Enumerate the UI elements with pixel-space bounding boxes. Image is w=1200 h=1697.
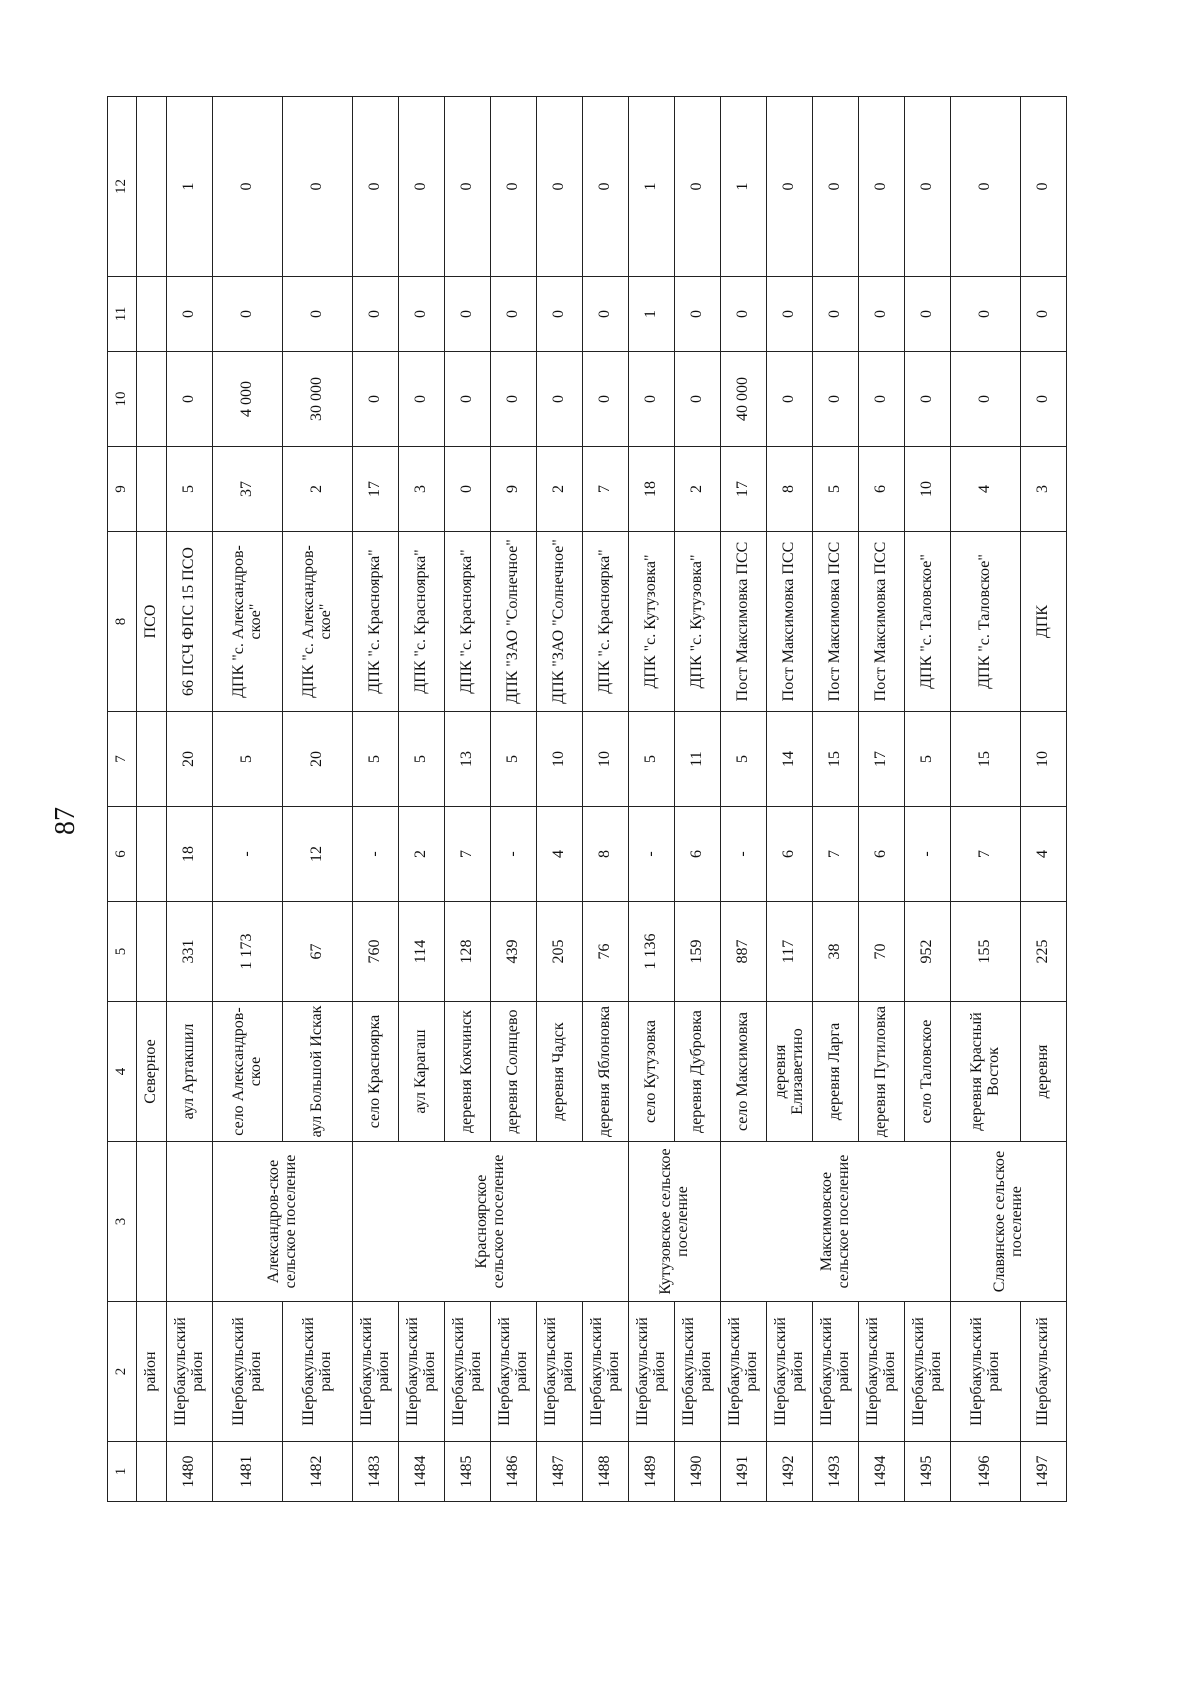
cell-extra: 0 bbox=[859, 97, 905, 277]
cell-settlement: аул Артакшил bbox=[167, 1002, 213, 1142]
column-header-8: 8 bbox=[108, 532, 137, 712]
cell-fire-unit: Пост Максимовка ПСС bbox=[721, 532, 767, 712]
cell-arrival-time: 5 bbox=[905, 712, 951, 807]
cell-staff: 3 bbox=[399, 447, 445, 532]
column-header-2: 2 bbox=[108, 1302, 137, 1442]
cell-arrival-time: 15 bbox=[813, 712, 859, 807]
cell-distance: - bbox=[213, 807, 283, 902]
cell-equipment: 0 bbox=[675, 277, 721, 352]
cell-fire-unit: ДПК "ЗАО "Солнечное" bbox=[491, 532, 537, 712]
cell-district: Шербакульский район bbox=[283, 1302, 353, 1442]
column-header-3: 3 bbox=[108, 1142, 137, 1302]
table-row bbox=[951, 97, 1021, 1502]
cell-water: 0 bbox=[951, 352, 1021, 447]
cell-settlement: село Максимовка bbox=[721, 1002, 767, 1142]
cell-fire-unit: ПСО bbox=[137, 532, 167, 712]
cell bbox=[137, 902, 167, 1002]
cell-number: 1487 bbox=[537, 1442, 583, 1502]
cell-settlement: деревня bbox=[1021, 1002, 1067, 1142]
table-row bbox=[353, 97, 399, 1502]
cell-extra: 1 bbox=[721, 97, 767, 277]
cell-distance: 6 bbox=[675, 807, 721, 902]
cell-distance: 7 bbox=[813, 807, 859, 902]
cell-equipment: 0 bbox=[213, 277, 283, 352]
cell-arrival-time: 5 bbox=[213, 712, 283, 807]
cell-water: 0 bbox=[491, 352, 537, 447]
cell-district: Шербакульский район bbox=[951, 1302, 1021, 1442]
cell-number: 1497 bbox=[1021, 1442, 1067, 1502]
cell-extra: 0 bbox=[537, 97, 583, 277]
cell-district: район bbox=[137, 1302, 167, 1442]
cell-number: 1489 bbox=[629, 1442, 675, 1502]
cell-settlement: аул Карагаш bbox=[399, 1002, 445, 1142]
cell-extra: 0 bbox=[283, 97, 353, 277]
cell-staff: 9 bbox=[491, 447, 537, 532]
cell-population: 114 bbox=[399, 902, 445, 1002]
cell-arrival-time: 14 bbox=[767, 712, 813, 807]
cell-settlement: деревня Путиловка bbox=[859, 1002, 905, 1142]
cell-population: 887 bbox=[721, 902, 767, 1002]
cell-equipment: 0 bbox=[491, 277, 537, 352]
cell-water: 0 bbox=[399, 352, 445, 447]
cell-fire-unit: ДПК "с. Таловское" bbox=[905, 532, 951, 712]
cell-district: Шербакульский район bbox=[583, 1302, 629, 1442]
cell-equipment: 0 bbox=[951, 277, 1021, 352]
cell-water: 0 bbox=[353, 352, 399, 447]
data-table bbox=[107, 96, 1067, 1502]
cell-arrival-time: 5 bbox=[721, 712, 767, 807]
cell-number: 1491 bbox=[721, 1442, 767, 1502]
cell-water: 0 bbox=[675, 352, 721, 447]
cell-distance: 6 bbox=[859, 807, 905, 902]
cell-district: Шербакульский район bbox=[537, 1302, 583, 1442]
cell bbox=[137, 1442, 167, 1502]
page-number: 87 bbox=[50, 807, 81, 835]
cell-equipment: 0 bbox=[399, 277, 445, 352]
cell-fire-unit: 66 ПСЧ ФПС 15 ПСО bbox=[167, 532, 213, 712]
column-header-10: 10 bbox=[108, 352, 137, 447]
cell-fire-unit: ДПК "с. Красноярка" bbox=[445, 532, 491, 712]
cell-staff: 5 bbox=[813, 447, 859, 532]
cell bbox=[137, 447, 167, 532]
table-row bbox=[629, 97, 675, 1502]
cell-arrival-time: 5 bbox=[353, 712, 399, 807]
cell-number: 1494 bbox=[859, 1442, 905, 1502]
cell-staff: 6 bbox=[859, 447, 905, 532]
table-row bbox=[167, 97, 213, 1502]
cell-settlement: деревня Кокчинск bbox=[445, 1002, 491, 1142]
cell-extra: 0 bbox=[213, 97, 283, 277]
cell-arrival-time: 5 bbox=[491, 712, 537, 807]
cell-water: 0 bbox=[445, 352, 491, 447]
cell-settlement: село Александров-ское bbox=[213, 1002, 283, 1142]
cell-district: Шербакульский район bbox=[675, 1302, 721, 1442]
cell-arrival-time: 5 bbox=[399, 712, 445, 807]
cell-staff: 8 bbox=[767, 447, 813, 532]
cell-number: 1486 bbox=[491, 1442, 537, 1502]
cell-arrival-time: 10 bbox=[537, 712, 583, 807]
cell-municipality: Александров-ское сельское поселение bbox=[213, 1142, 353, 1302]
cell-settlement: деревня Солнцево bbox=[491, 1002, 537, 1142]
cell-extra: 0 bbox=[583, 97, 629, 277]
cell-distance: 4 bbox=[537, 807, 583, 902]
cell bbox=[137, 277, 167, 352]
cell-staff: 2 bbox=[283, 447, 353, 532]
cell-population: 38 bbox=[813, 902, 859, 1002]
cell-distance: - bbox=[629, 807, 675, 902]
cell bbox=[137, 352, 167, 447]
cell-distance: 4 bbox=[1021, 807, 1067, 902]
cell-water: 0 bbox=[905, 352, 951, 447]
cell-district: Шербакульский район bbox=[767, 1302, 813, 1442]
cell-municipality: Славянское сельское поселение bbox=[951, 1142, 1067, 1302]
column-header-5: 5 bbox=[108, 902, 137, 1002]
cell-water: 0 bbox=[1021, 352, 1067, 447]
column-header-11: 11 bbox=[108, 277, 137, 352]
cell-district: Шербакульский район bbox=[167, 1302, 213, 1442]
cell-extra: 0 bbox=[1021, 97, 1067, 277]
cell-distance: - bbox=[721, 807, 767, 902]
cell-water: 30 000 bbox=[283, 352, 353, 447]
cell-arrival-time: 10 bbox=[1021, 712, 1067, 807]
cell-water: 0 bbox=[859, 352, 905, 447]
cell-district: Шербакульский район bbox=[445, 1302, 491, 1442]
cell-equipment: 0 bbox=[283, 277, 353, 352]
cell-district: Шербакульский район bbox=[213, 1302, 283, 1442]
cell-extra: 0 bbox=[445, 97, 491, 277]
cell-district: Шербакульский район bbox=[353, 1302, 399, 1442]
cell-population: 331 bbox=[167, 902, 213, 1002]
cell-staff: 5 bbox=[167, 447, 213, 532]
cell-municipality: Красноярское сельское поселение bbox=[353, 1142, 629, 1302]
cell-distance: 7 bbox=[445, 807, 491, 902]
cell-number: 1482 bbox=[283, 1442, 353, 1502]
cell-arrival-time: 11 bbox=[675, 712, 721, 807]
cell-number: 1490 bbox=[675, 1442, 721, 1502]
cell-water: 0 bbox=[767, 352, 813, 447]
cell-settlement: аул Большой Искак bbox=[283, 1002, 353, 1142]
continuation-row bbox=[137, 97, 167, 1502]
cell-water: 0 bbox=[629, 352, 675, 447]
cell bbox=[137, 1142, 167, 1302]
cell-fire-unit: ДПК bbox=[1021, 532, 1067, 712]
cell-equipment: 0 bbox=[1021, 277, 1067, 352]
column-header-4: 4 bbox=[108, 1002, 137, 1142]
cell-water: 4 000 bbox=[213, 352, 283, 447]
cell-extra: 0 bbox=[951, 97, 1021, 277]
cell-district: Шербакульский район bbox=[813, 1302, 859, 1442]
cell-number: 1485 bbox=[445, 1442, 491, 1502]
cell-water: 0 bbox=[813, 352, 859, 447]
cell-number: 1496 bbox=[951, 1442, 1021, 1502]
cell-municipality: Кутузовское сельское поселение bbox=[629, 1142, 721, 1302]
cell-fire-unit: ДПК "с. Александров-ское" bbox=[213, 532, 283, 712]
cell-fire-unit: Пост Максимовка ПСС bbox=[767, 532, 813, 712]
cell-population: 760 bbox=[353, 902, 399, 1002]
cell bbox=[137, 807, 167, 902]
table-row bbox=[213, 97, 283, 1502]
cell-population: 128 bbox=[445, 902, 491, 1002]
cell-water: 0 bbox=[583, 352, 629, 447]
cell-distance: - bbox=[905, 807, 951, 902]
cell-extra: 0 bbox=[767, 97, 813, 277]
cell-population: 225 bbox=[1021, 902, 1067, 1002]
cell-distance: 18 bbox=[167, 807, 213, 902]
cell-population: 159 bbox=[675, 902, 721, 1002]
cell-arrival-time: 10 bbox=[583, 712, 629, 807]
table-row bbox=[721, 97, 767, 1502]
cell-distance: - bbox=[353, 807, 399, 902]
cell-number: 1484 bbox=[399, 1442, 445, 1502]
cell-number: 1495 bbox=[905, 1442, 951, 1502]
cell-settlement: деревня Дубровка bbox=[675, 1002, 721, 1142]
cell-extra: 0 bbox=[675, 97, 721, 277]
cell-staff: 2 bbox=[675, 447, 721, 532]
cell-distance: 2 bbox=[399, 807, 445, 902]
cell-arrival-time: 15 bbox=[951, 712, 1021, 807]
cell-settlement: деревня Яблоновка bbox=[583, 1002, 629, 1142]
cell-equipment: 0 bbox=[167, 277, 213, 352]
cell-arrival-time: 5 bbox=[629, 712, 675, 807]
cell-distance: - bbox=[491, 807, 537, 902]
cell-population: 1 173 bbox=[213, 902, 283, 1002]
cell-staff: 37 bbox=[213, 447, 283, 532]
cell-extra: 0 bbox=[905, 97, 951, 277]
cell-arrival-time: 17 bbox=[859, 712, 905, 807]
cell-settlement: деревня Ларга bbox=[813, 1002, 859, 1142]
cell-equipment: 0 bbox=[721, 277, 767, 352]
cell-population: 155 bbox=[951, 902, 1021, 1002]
cell-extra: 0 bbox=[813, 97, 859, 277]
cell-fire-unit: ДПК "с. Кутузовка" bbox=[629, 532, 675, 712]
cell-number: 1488 bbox=[583, 1442, 629, 1502]
cell-equipment: 0 bbox=[813, 277, 859, 352]
cell-district: Шербакульский район bbox=[859, 1302, 905, 1442]
cell-staff: 17 bbox=[721, 447, 767, 532]
cell-water: 0 bbox=[167, 352, 213, 447]
cell-population: 76 bbox=[583, 902, 629, 1002]
cell bbox=[137, 97, 167, 277]
cell-district: Шербакульский район bbox=[721, 1302, 767, 1442]
cell bbox=[137, 712, 167, 807]
cell-fire-unit: ДПК "с. Александров-ское" bbox=[283, 532, 353, 712]
cell-extra: 1 bbox=[629, 97, 675, 277]
column-header-12: 12 bbox=[108, 97, 137, 277]
cell-equipment: 0 bbox=[353, 277, 399, 352]
cell-municipality bbox=[167, 1142, 213, 1302]
cell-population: 67 bbox=[283, 902, 353, 1002]
header-row bbox=[108, 97, 137, 1502]
cell-fire-unit: ДПК "с. Красноярка" bbox=[583, 532, 629, 712]
cell-district: Шербакульский bbox=[1021, 1302, 1067, 1442]
cell-arrival-time: 20 bbox=[167, 712, 213, 807]
cell-equipment: 1 bbox=[629, 277, 675, 352]
cell-distance: 6 bbox=[767, 807, 813, 902]
table-body bbox=[137, 97, 1067, 1502]
cell-population: 952 bbox=[905, 902, 951, 1002]
cell-staff: 7 bbox=[583, 447, 629, 532]
cell-number: 1493 bbox=[813, 1442, 859, 1502]
cell-number: 1483 bbox=[353, 1442, 399, 1502]
cell-population: 205 bbox=[537, 902, 583, 1002]
cell-distance: 12 bbox=[283, 807, 353, 902]
cell-district: Шербакульский район bbox=[629, 1302, 675, 1442]
column-header-1: 1 bbox=[108, 1442, 137, 1502]
cell-extra: 0 bbox=[399, 97, 445, 277]
cell-extra: 0 bbox=[353, 97, 399, 277]
cell-district: Шербакульский район bbox=[399, 1302, 445, 1442]
cell-population: 439 bbox=[491, 902, 537, 1002]
cell-distance: 8 bbox=[583, 807, 629, 902]
cell-settlement: деревня Красный Восток bbox=[951, 1002, 1021, 1142]
column-header-7: 7 bbox=[108, 712, 137, 807]
cell-number: 1480 bbox=[167, 1442, 213, 1502]
cell-arrival-time: 13 bbox=[445, 712, 491, 807]
cell-fire-unit: ДПК "с. Кутузовка" bbox=[675, 532, 721, 712]
cell-number: 1492 bbox=[767, 1442, 813, 1502]
cell-district: Шербакульский район bbox=[905, 1302, 951, 1442]
rotated-table-container bbox=[107, 97, 1067, 1502]
cell-settlement: село Красноярка bbox=[353, 1002, 399, 1142]
cell-water: 40 000 bbox=[721, 352, 767, 447]
cell-equipment: 0 bbox=[859, 277, 905, 352]
cell-arrival-time: 20 bbox=[283, 712, 353, 807]
cell-fire-unit: Пост Максимовка ПСС bbox=[813, 532, 859, 712]
cell-fire-unit: Пост Максимовка ПСС bbox=[859, 532, 905, 712]
cell-settlement: деревня Елизаветино bbox=[767, 1002, 813, 1142]
cell-equipment: 0 bbox=[767, 277, 813, 352]
cell-population: 117 bbox=[767, 902, 813, 1002]
cell-district: Шербакульский район bbox=[491, 1302, 537, 1442]
cell-staff: 10 bbox=[905, 447, 951, 532]
cell-extra: 0 bbox=[491, 97, 537, 277]
cell-fire-unit: ДПК "ЗАО "Солнечное" bbox=[537, 532, 583, 712]
cell-extra: 1 bbox=[167, 97, 213, 277]
cell-fire-unit: ДПК "с. Красноярка" bbox=[399, 532, 445, 712]
cell-distance: 7 bbox=[951, 807, 1021, 902]
cell-staff: 17 bbox=[353, 447, 399, 532]
cell-settlement: село Таловское bbox=[905, 1002, 951, 1142]
cell-staff: 4 bbox=[951, 447, 1021, 532]
cell-equipment: 0 bbox=[583, 277, 629, 352]
cell-fire-unit: ДПК "с. Таловское" bbox=[951, 532, 1021, 712]
cell-staff: 0 bbox=[445, 447, 491, 532]
cell-equipment: 0 bbox=[905, 277, 951, 352]
cell-population: 70 bbox=[859, 902, 905, 1002]
cell-water: 0 bbox=[537, 352, 583, 447]
column-header-9: 9 bbox=[108, 447, 137, 532]
cell-number: 1481 bbox=[213, 1442, 283, 1502]
cell-settlement: деревня Чадск bbox=[537, 1002, 583, 1142]
cell-municipality: Максимовское сельское поселение bbox=[721, 1142, 951, 1302]
cell-fire-unit: ДПК "с. Красноярка" bbox=[353, 532, 399, 712]
cell-settlement: село Кутузовка bbox=[629, 1002, 675, 1142]
column-header-6: 6 bbox=[108, 807, 137, 902]
cell-equipment: 0 bbox=[445, 277, 491, 352]
cell-settlement: Северное bbox=[137, 1002, 167, 1142]
cell-staff: 3 bbox=[1021, 447, 1067, 532]
cell-staff: 2 bbox=[537, 447, 583, 532]
cell-population: 1 136 bbox=[629, 902, 675, 1002]
cell-equipment: 0 bbox=[537, 277, 583, 352]
cell-staff: 18 bbox=[629, 447, 675, 532]
